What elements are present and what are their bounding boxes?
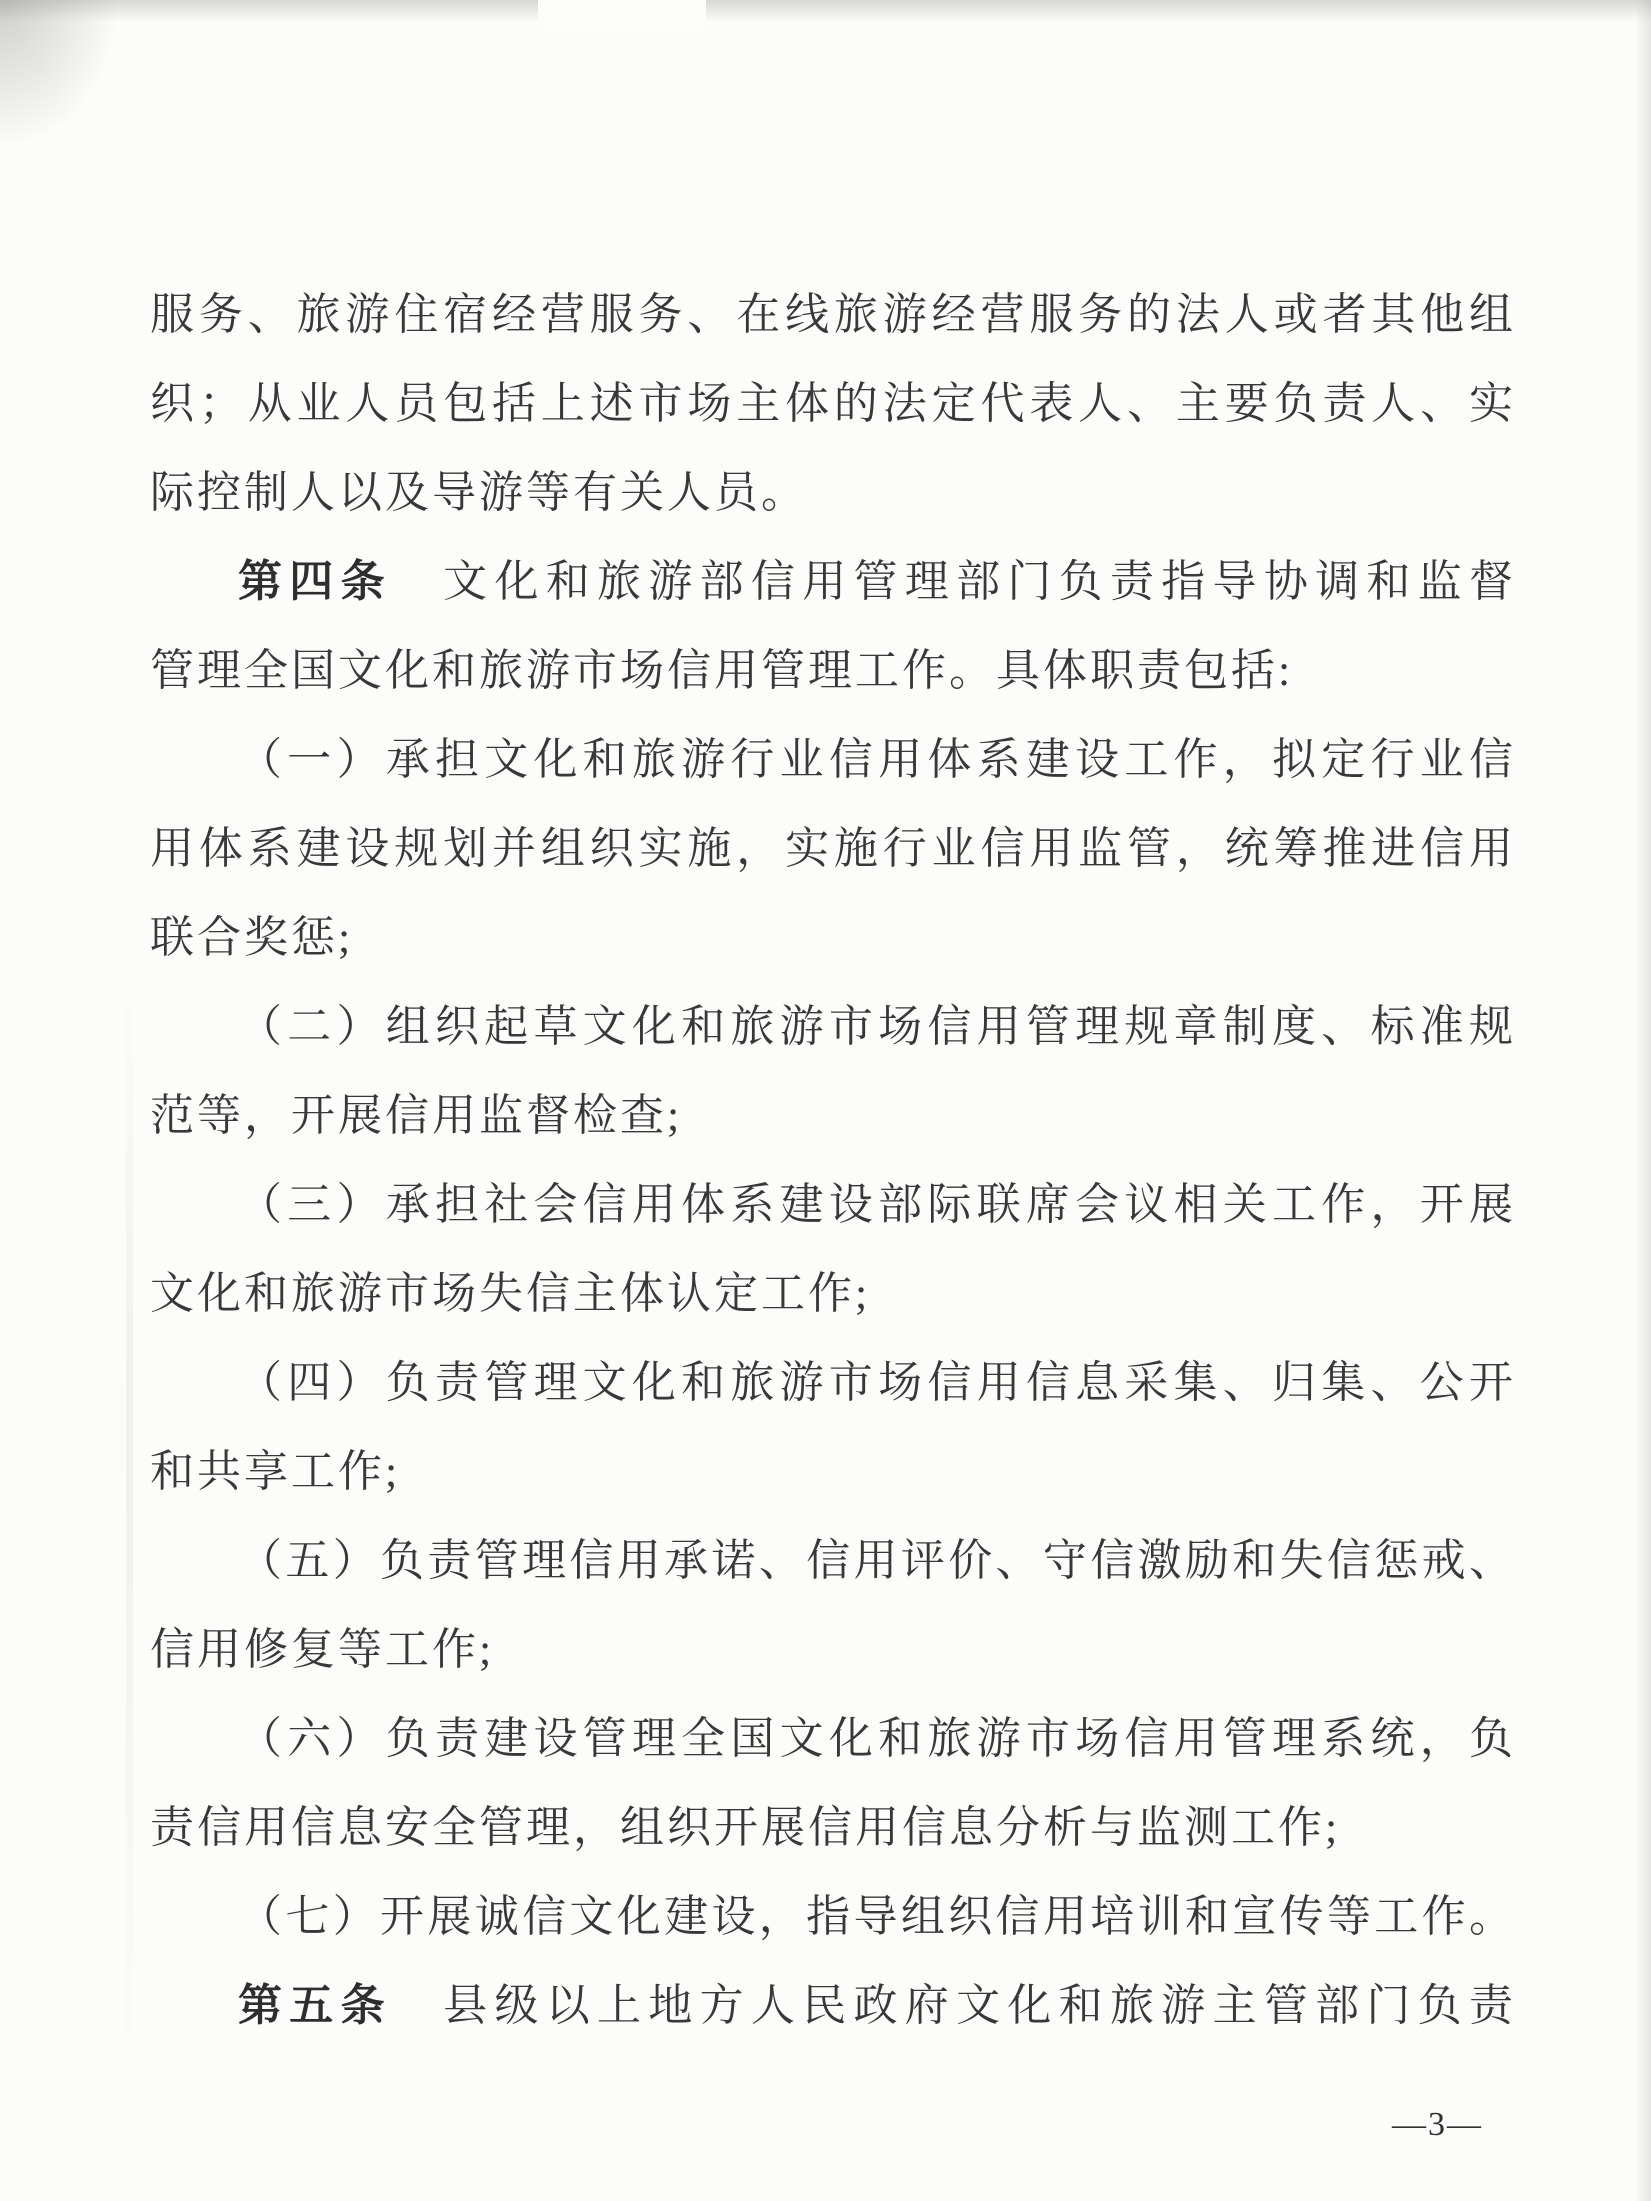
text-segment: （四）负责管理文化和旅游市场信用信息采集、归集、公开 [238, 1358, 1516, 1407]
text-line [150, 804, 1516, 893]
text-segment: 县级以上地方人民政府文化和旅游主管部门负责 [391, 1981, 1516, 2030]
article-number: 第四条 [238, 557, 392, 606]
text-line [150, 448, 1516, 537]
text-line [150, 1961, 1516, 2050]
text-line [150, 359, 1516, 448]
text-segment: 际控制人以及导游等有关人员。 [150, 468, 808, 517]
text-segment: （五）负责管理信用承诺、信用评价、守信激励和失信惩戒、 [238, 1536, 1516, 1585]
text-segment: 范等，开展信用监督检查; [150, 1091, 683, 1140]
text-line [150, 1071, 1516, 1160]
text-segment: 和共享工作; [150, 1447, 401, 1496]
text-line [150, 1783, 1516, 1872]
text-line [150, 626, 1516, 715]
text-segment: 联合奖惩; [150, 913, 354, 962]
text-segment: （七）开展诚信文化建设，指导组织信用培训和宣传等工作。 [238, 1892, 1516, 1941]
text-line [150, 1160, 1516, 1249]
text-line [150, 1338, 1516, 1427]
text-segment: 文化和旅游市场失信主体认定工作; [150, 1269, 871, 1318]
text-segment: 用体系建设规划并组织实施，实施行业信用监管，统筹推进信用 [150, 824, 1516, 873]
text-segment: 服务、旅游住宿经营服务、在线旅游经营服务的法人或者其他组 [150, 290, 1516, 339]
text-segment: 织；从业人员包括上述市场主体的法定代表人、主要负责人、实 [150, 379, 1516, 428]
scan-artifact-corner-smudge [0, 0, 120, 150]
text-segment: （六）负责建设管理全国文化和旅游市场信用管理系统，负 [238, 1714, 1516, 1763]
text-segment: 管理全国文化和旅游市场信用管理工作。具体职责包括: [150, 646, 1294, 695]
text-line [150, 270, 1516, 359]
article-number: 第五条 [238, 1981, 392, 2030]
document-body [150, 270, 1516, 2050]
text-line [150, 1694, 1516, 1783]
scan-artifact-top-shade [0, 0, 1651, 22]
text-segment: （一）承担文化和旅游行业信用体系建设工作，拟定行业信 [238, 735, 1516, 784]
scan-artifact-right-edge [1635, 0, 1651, 2201]
scan-artifact-top-notch [538, 0, 706, 28]
text-line [150, 893, 1516, 982]
scan-artifact-left-streak [126, 960, 133, 2110]
text-line [150, 715, 1516, 804]
text-line [150, 1605, 1516, 1694]
text-segment: （二）组织起草文化和旅游市场信用管理规章制度、标准规 [238, 1002, 1516, 1051]
text-line [150, 1872, 1516, 1961]
text-line [150, 1427, 1516, 1516]
text-line [150, 1516, 1516, 1605]
page-number: —3— [1392, 2106, 1483, 2143]
text-segment: 信用修复等工作; [150, 1625, 495, 1674]
text-line [150, 1249, 1516, 1338]
text-segment: 文化和旅游部信用管理部门负责指导协调和监督 [391, 557, 1516, 606]
text-segment: 责信用信息安全管理，组织开展信用信息分析与监测工作; [150, 1803, 1341, 1852]
text-line [150, 537, 1516, 626]
text-segment: （三）承担社会信用体系建设部际联席会议相关工作，开展 [238, 1180, 1516, 1229]
text-line [150, 982, 1516, 1071]
